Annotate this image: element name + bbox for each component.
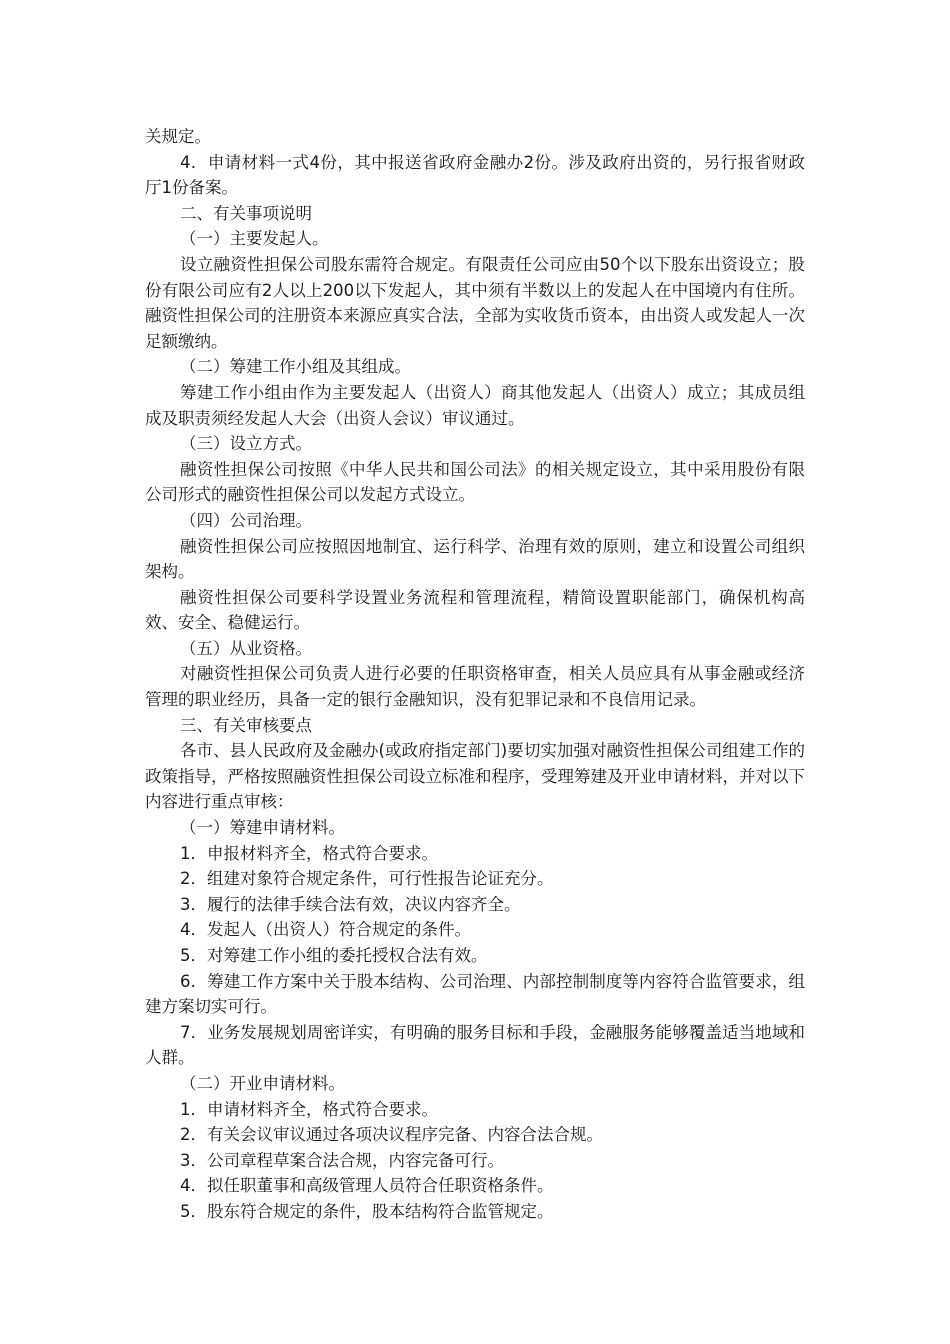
section-heading-3: 三、有关审核要点: [180, 715, 312, 735]
paragraph-shareholder-requirements: 设立融资性担保公司股东需符合规定。有限责任公司应由50个以下股东出资设立；股份有限公司应有2人以上200以下发起人，其中须有半数以上的发起人在中国境内有住所。融资性担保公司的注册资本来源应真实合法，全部为实收货币资本，由出资人或发起人一次足额缴纳。: [145, 254, 805, 351]
subheading-opening-materials: （二）开业申请材料。: [180, 1073, 345, 1093]
document-page: [145, 124, 805, 1225]
subheading-prep-team: （二）筹建工作小组及其组成。: [180, 357, 411, 377]
list-item: 1．申报材料齐全，格式符合要求。: [180, 843, 438, 863]
subheading-governance: （四）公司治理。: [180, 510, 312, 530]
list-item: 3．公司章程草案合法合规，内容完备可行。: [180, 1150, 504, 1170]
list-item: 7．业务发展规划周密详实，有明确的服务目标和手段，金融服务能够覆盖适当地域和人群。: [145, 1022, 805, 1068]
paragraph-review-intro: 各市、县人民政府及金融办(或政府指定部门)要切实加强对融资性担保公司组建工作的政策指导，严格按照融资性担保公司设立标准和程序，受理筹建及开业申请材料，并对以下内容进行重点审核：: [145, 741, 805, 812]
list-item: 3．履行的法律手续合法有效，决议内容齐全。: [180, 894, 521, 914]
subheading-prep-materials: （一）筹建申请材料。: [180, 818, 345, 838]
text-line-continuation: 关规定。: [145, 127, 211, 146]
paragraph-governance-1: 融资性担保公司应按照因地制宜、运行科学、治理有效的原则，建立和设置公司组织架构。: [145, 536, 805, 582]
list-item: 4．拟任职董事和高级管理人员符合任职资格条件。: [180, 1176, 554, 1196]
list-item: 6．筹建工作方案中关于股本结构、公司治理、内部控制制度等内容符合监管要求，组建方案切实可行。: [145, 971, 805, 1017]
subheading-establishment-method: （三）设立方式。: [180, 434, 312, 454]
paragraph-prep-team: 筹建工作小组由作为主要发起人（出资人）商其他发起人（出资人）成立；其成员组成及职责须经发起人大会（出资人会议）审议通过。: [145, 382, 805, 428]
paragraph-qualifications: 对融资性担保公司负责人进行必要的任职资格审查，相关人员应具有从事金融或经济管理的职业经历，具备一定的银行金融知识，没有犯罪记录和不良信用记录。: [145, 664, 805, 710]
list-item: 5．对筹建工作小组的委托授权合法有效。: [180, 946, 488, 965]
list-item: 4．发起人（出资人）符合规定的条件。: [180, 920, 471, 940]
paragraph-materials-copies: 4．申请材料一式4份，其中报送省政府金融办2份。涉及政府出资的，另行报省财政厅1份备案。: [145, 152, 805, 198]
list-item: 2．有关会议审议通过各项决议程序完备、内容合法合规。: [180, 1125, 603, 1145]
paragraph-governance-2: 融资性担保公司要科学设置业务流程和管理流程，精简设置职能部门，确保机构高效、安全、稳健运行。: [145, 587, 805, 633]
list-item: 1．申请材料齐全，格式符合要求。: [180, 1099, 438, 1119]
section-heading-2: 二、有关事项说明: [180, 203, 312, 223]
subheading-qualifications: （五）从业资格。: [180, 638, 312, 658]
list-item: 2．组建对象符合规定条件，可行性报告论证充分。: [180, 869, 554, 889]
list-item: 5．股东符合规定的条件，股本结构符合监管规定。: [180, 1201, 554, 1221]
paragraph-establishment-method: 融资性担保公司按照《中华人民共和国公司法》的相关规定设立，其中采用股份有限公司形式的融资性担保公司以发起方式设立。: [145, 459, 805, 505]
subheading-main-promoters: （一）主要发起人。: [180, 229, 329, 249]
